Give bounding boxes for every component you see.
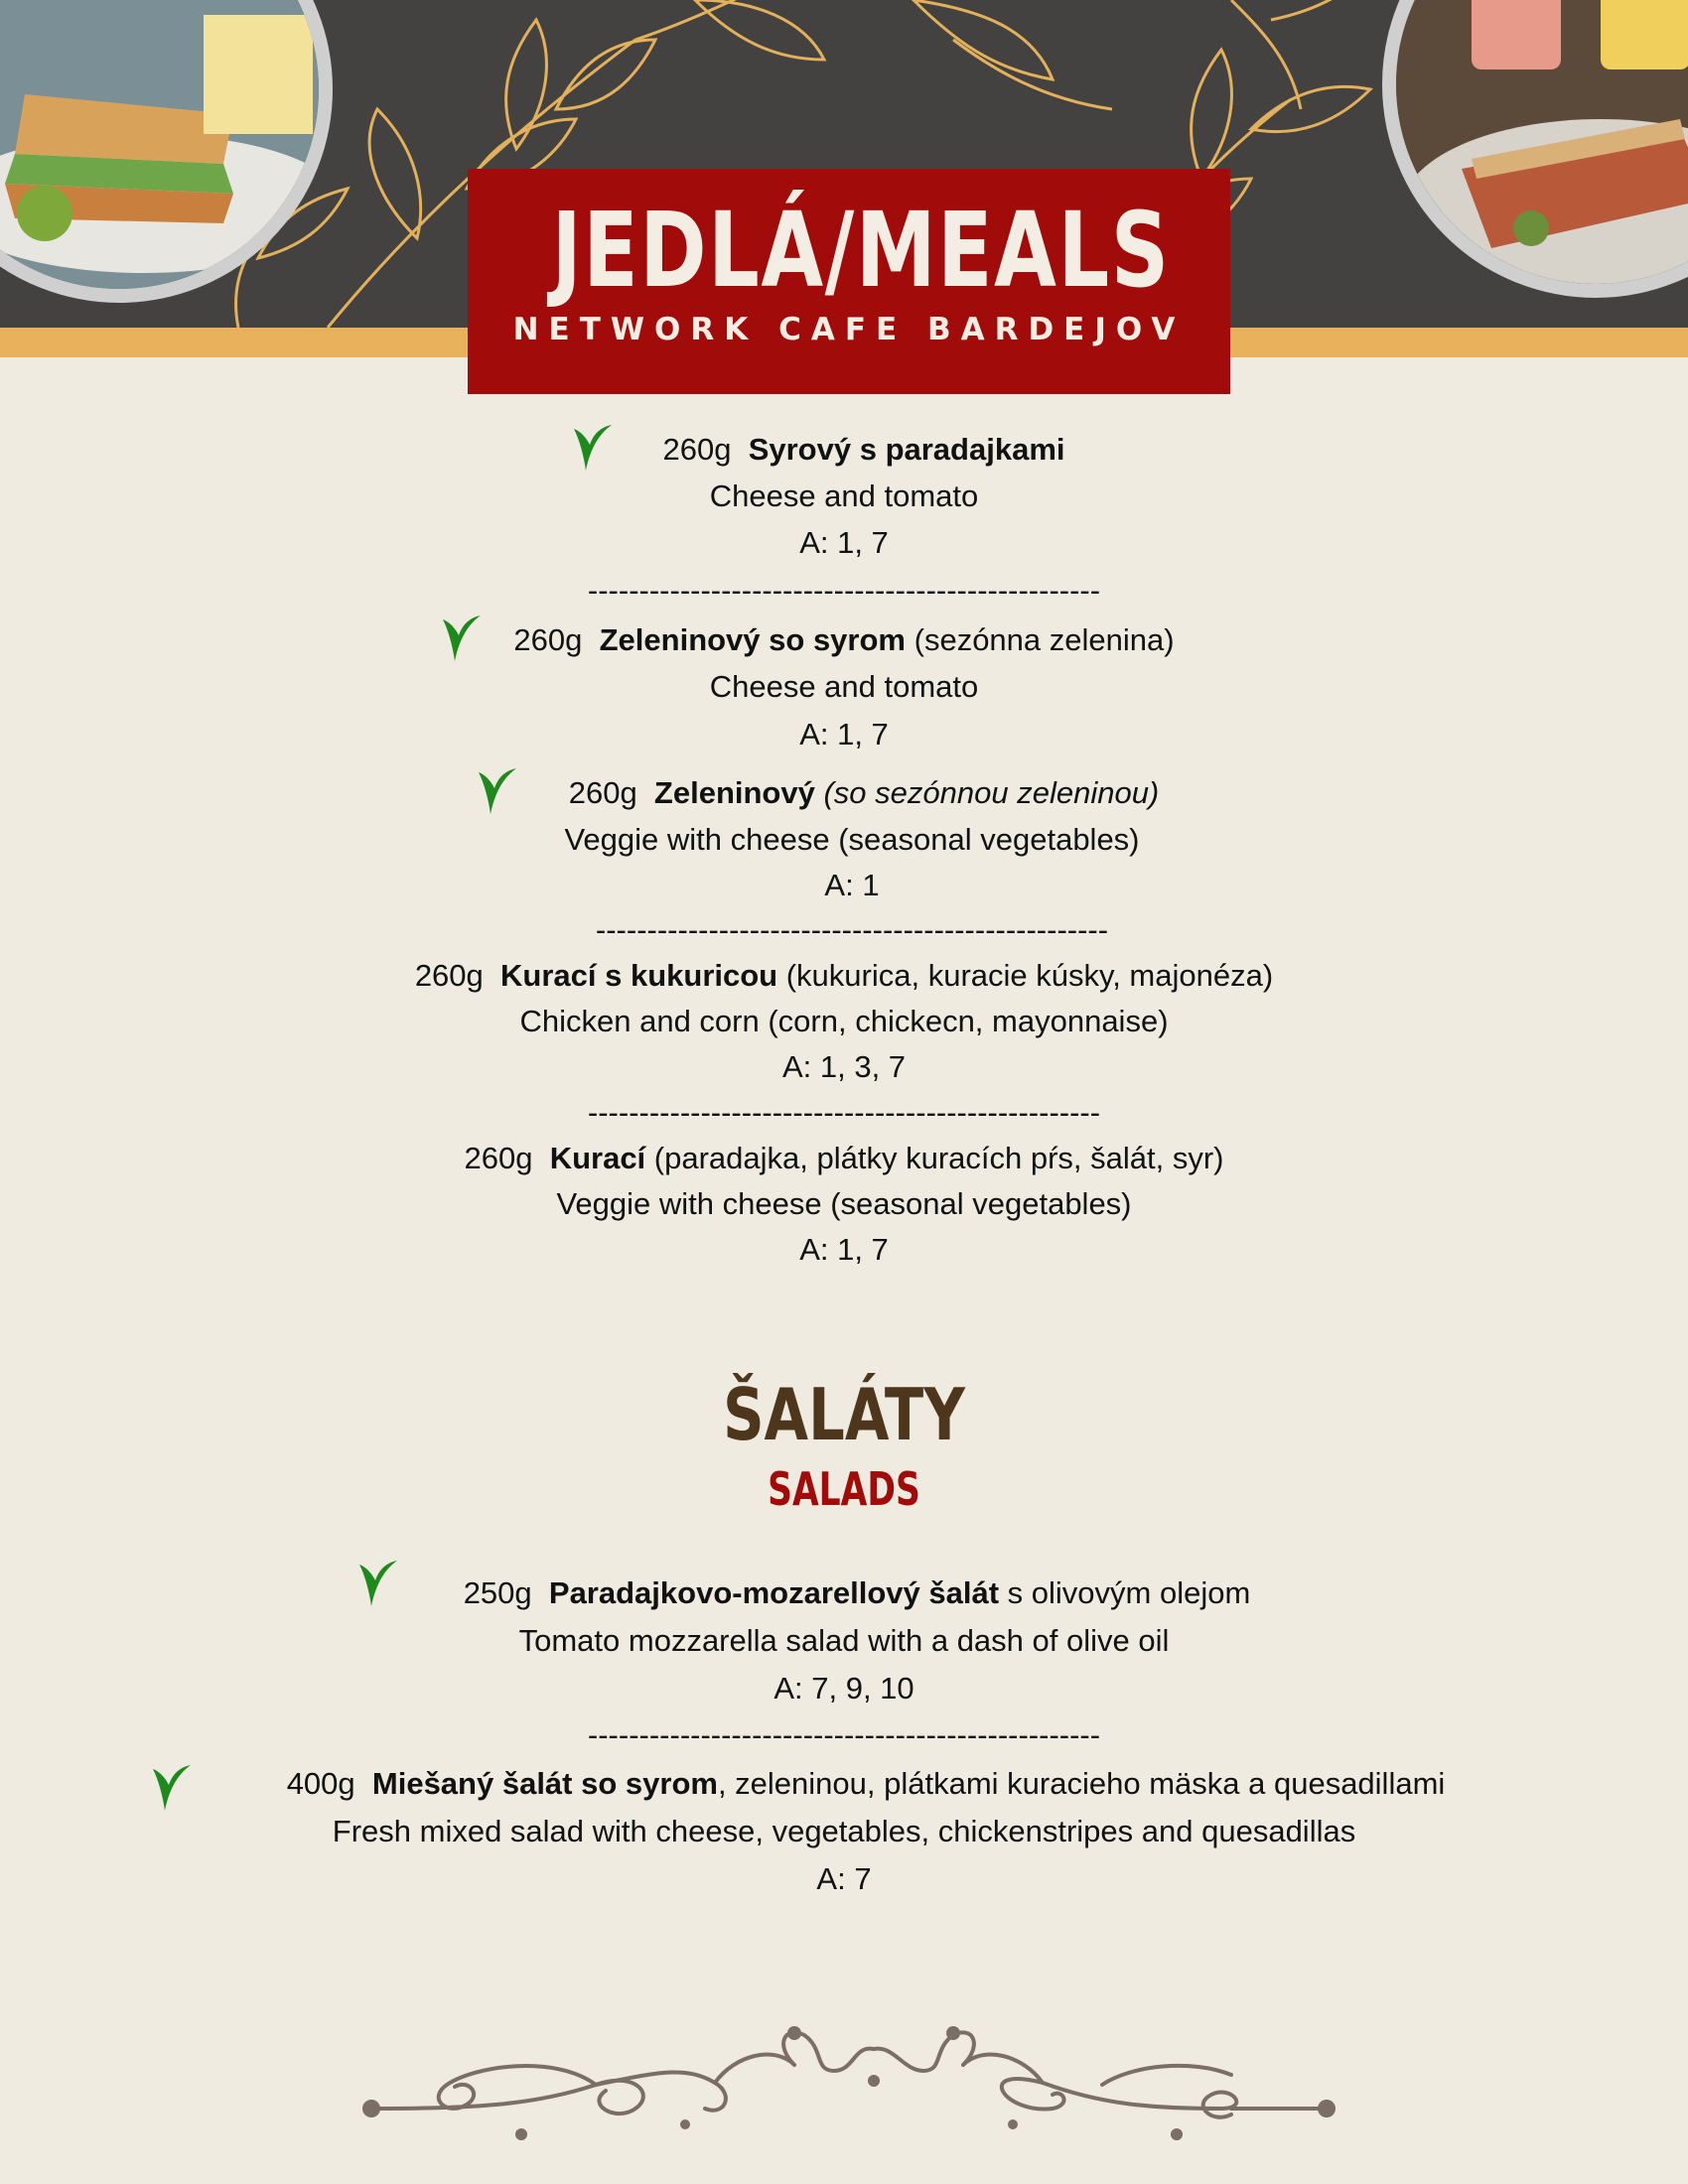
item-allergens: A: 1, 7 bbox=[799, 717, 889, 751]
separator: -------------------------------------------------- bbox=[587, 1095, 1101, 1130]
item-name: Kurací s kukuricou bbox=[500, 958, 778, 993]
item-note: s olivovým olejom bbox=[1007, 1575, 1251, 1610]
item-weight: 260g bbox=[568, 775, 637, 810]
list-item bbox=[0, 1136, 1688, 1181]
item-weight: 250g bbox=[463, 1575, 532, 1610]
separator: -------------------------------------------------- bbox=[595, 912, 1109, 947]
item-weight: 260g bbox=[414, 958, 484, 993]
item-allergens: A: 1 bbox=[824, 868, 880, 902]
item-english: Veggie with cheese (seasonal vegetables) bbox=[556, 1186, 1132, 1221]
item-name: Kurací bbox=[549, 1141, 646, 1175]
item-note: (sezónna zelenina) bbox=[914, 622, 1175, 657]
title-box bbox=[468, 169, 1230, 394]
item-allergens: A: 1, 3, 7 bbox=[781, 1049, 907, 1084]
section-subtitle: SALADS bbox=[768, 1462, 920, 1516]
item-note: , zeleninou, plátkami kuracieho mäska a quesadillami bbox=[717, 1766, 1446, 1801]
item-english: Veggie with cheese (seasonal vegetables) bbox=[564, 822, 1140, 857]
separator: -------------------------------------------------- bbox=[587, 573, 1101, 608]
item-note: (kukurica, kuracie kúsky, majonéza) bbox=[785, 958, 1274, 993]
item-allergens: A: 1, 7 bbox=[799, 1232, 889, 1267]
item-allergens: A: 7, 9, 10 bbox=[774, 1671, 914, 1706]
item-name: Miešaný šalát so syrom bbox=[371, 1766, 718, 1801]
section-title: ŠALÁTY bbox=[723, 1373, 965, 1456]
item-english: Cheese and tomato bbox=[709, 669, 979, 704]
list-item bbox=[0, 953, 1688, 999]
item-weight: 260g bbox=[464, 1141, 533, 1175]
item-name: Zeleninový so syrom bbox=[599, 622, 906, 657]
decorative-flourish bbox=[357, 2025, 1340, 2154]
list-item bbox=[0, 1761, 1688, 1807]
item-weight: 260g bbox=[513, 622, 583, 657]
item-weight: 260g bbox=[662, 432, 732, 467]
item-english: Cheese and tomato bbox=[709, 478, 979, 513]
cafe-name: NETWORK CAFE BARDEJOV bbox=[512, 312, 1186, 347]
page-title: JEDLÁ/MEALS bbox=[551, 190, 1171, 311]
item-allergens: A: 1, 7 bbox=[799, 525, 889, 560]
item-english: Tomato mozzarella salad with a dash of olive oil bbox=[518, 1623, 1170, 1658]
sandwich-photo-right bbox=[1382, 0, 1688, 298]
list-item bbox=[0, 427, 1688, 473]
item-english: Fresh mixed salad with cheese, vegetables, chickenstripes and quesadillas bbox=[332, 1814, 1356, 1848]
item-name: Zeleninový bbox=[653, 775, 815, 810]
item-note: (paradajka, plátky kuracích pŕs, šalát, syr) bbox=[653, 1141, 1224, 1175]
separator: -------------------------------------------------- bbox=[587, 1717, 1101, 1752]
item-english: Chicken and corn (corn, chickecn, mayonnaise) bbox=[519, 1004, 1169, 1038]
list-item bbox=[0, 770, 1688, 816]
item-weight: 400g bbox=[286, 1766, 355, 1801]
item-name: Syrový s paradajkami bbox=[748, 432, 1065, 467]
item-allergens: A: 7 bbox=[816, 1861, 872, 1896]
list-item bbox=[0, 1570, 1688, 1616]
sandwich-photo-left bbox=[0, 0, 333, 303]
item-note: (so sezónnou zeleninou) bbox=[823, 775, 1160, 810]
list-item bbox=[0, 617, 1688, 663]
item-name: Paradajkovo-mozarellový šalát bbox=[548, 1575, 1000, 1610]
